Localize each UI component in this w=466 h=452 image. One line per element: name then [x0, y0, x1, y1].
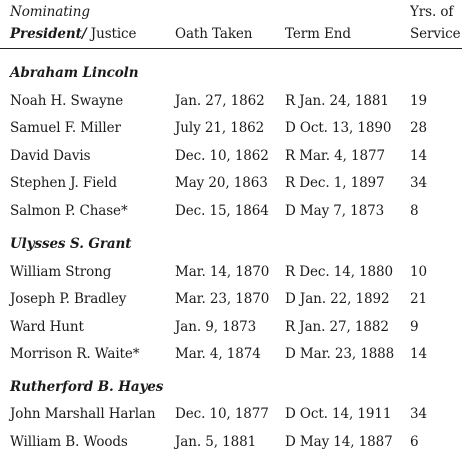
row-term: R Jan. 27, 1882	[285, 319, 389, 335]
row-years: 8	[410, 203, 419, 219]
row-term: R Jan. 24, 1881	[285, 93, 389, 109]
row-oath: Dec. 10, 1862	[175, 148, 269, 164]
row-term: D May 14, 1887	[285, 434, 393, 450]
row-years: 21	[410, 291, 427, 307]
row-oath: July 21, 1862	[175, 120, 265, 136]
row-oath: Jan. 5, 1881	[175, 434, 257, 450]
row-oath: Jan. 27, 1862	[175, 93, 265, 109]
row-justice: John Marshall Harlan	[10, 406, 156, 422]
row-term: D May 7, 1873	[285, 203, 385, 219]
group-president: Ulysses S. Grant	[10, 236, 132, 252]
row-justice: Ward Hunt	[10, 319, 84, 335]
row-justice: Stephen J. Field	[10, 175, 117, 191]
row-years: 6	[410, 434, 419, 450]
header-oath-taken: Oath Taken	[175, 26, 253, 42]
row-term: D Oct. 14, 1911	[285, 406, 392, 422]
header-president-justice	[10, 26, 136, 42]
group-president: Abraham Lincoln	[10, 65, 139, 81]
row-justice: David Davis	[10, 148, 91, 164]
header-justice-label: Justice	[86, 26, 137, 42]
row-term: R Dec. 14, 1880	[285, 264, 394, 280]
row-oath: Mar. 23, 1870	[175, 291, 270, 307]
row-oath: Jan. 9, 1873	[175, 319, 257, 335]
group-president: Rutherford B. Hayes	[10, 379, 164, 395]
row-years: 10	[410, 264, 427, 280]
header-president-line1: Nominating	[10, 4, 90, 20]
row-years: 14	[410, 346, 427, 362]
row-oath: May 20, 1863	[175, 175, 268, 191]
header-term-end: Term End	[285, 26, 351, 42]
row-oath: Mar. 4, 1874	[175, 346, 261, 362]
row-years: 19	[410, 93, 427, 109]
row-justice: William Strong	[10, 264, 112, 280]
row-years: 34	[410, 406, 427, 422]
row-years: 9	[410, 319, 419, 335]
header-president-label: President/	[10, 26, 87, 42]
row-term: R Mar. 4, 1877	[285, 148, 386, 164]
row-justice: Salmon P. Chase*	[10, 203, 128, 219]
header-rule	[0, 48, 462, 49]
row-justice: Joseph P. Bradley	[10, 291, 127, 307]
row-oath: Dec. 10, 1877	[175, 406, 269, 422]
row-years: 14	[410, 148, 427, 164]
row-years: 28	[410, 120, 427, 136]
row-oath: Mar. 14, 1870	[175, 264, 270, 280]
row-term: D Mar. 23, 1888	[285, 346, 395, 362]
header-yrs-line1: Yrs. of	[410, 4, 454, 20]
header-yrs-line2: Service	[410, 26, 461, 42]
row-justice: Noah H. Swayne	[10, 93, 124, 109]
row-term: D Jan. 22, 1892	[285, 291, 390, 307]
row-justice: William B. Woods	[10, 434, 128, 450]
row-justice: Samuel F. Miller	[10, 120, 121, 136]
row-term: D Oct. 13, 1890	[285, 120, 392, 136]
row-term: R Dec. 1, 1897	[285, 175, 385, 191]
row-justice: Morrison R. Waite*	[10, 346, 140, 362]
row-oath: Dec. 15, 1864	[175, 203, 269, 219]
row-years: 34	[410, 175, 427, 191]
